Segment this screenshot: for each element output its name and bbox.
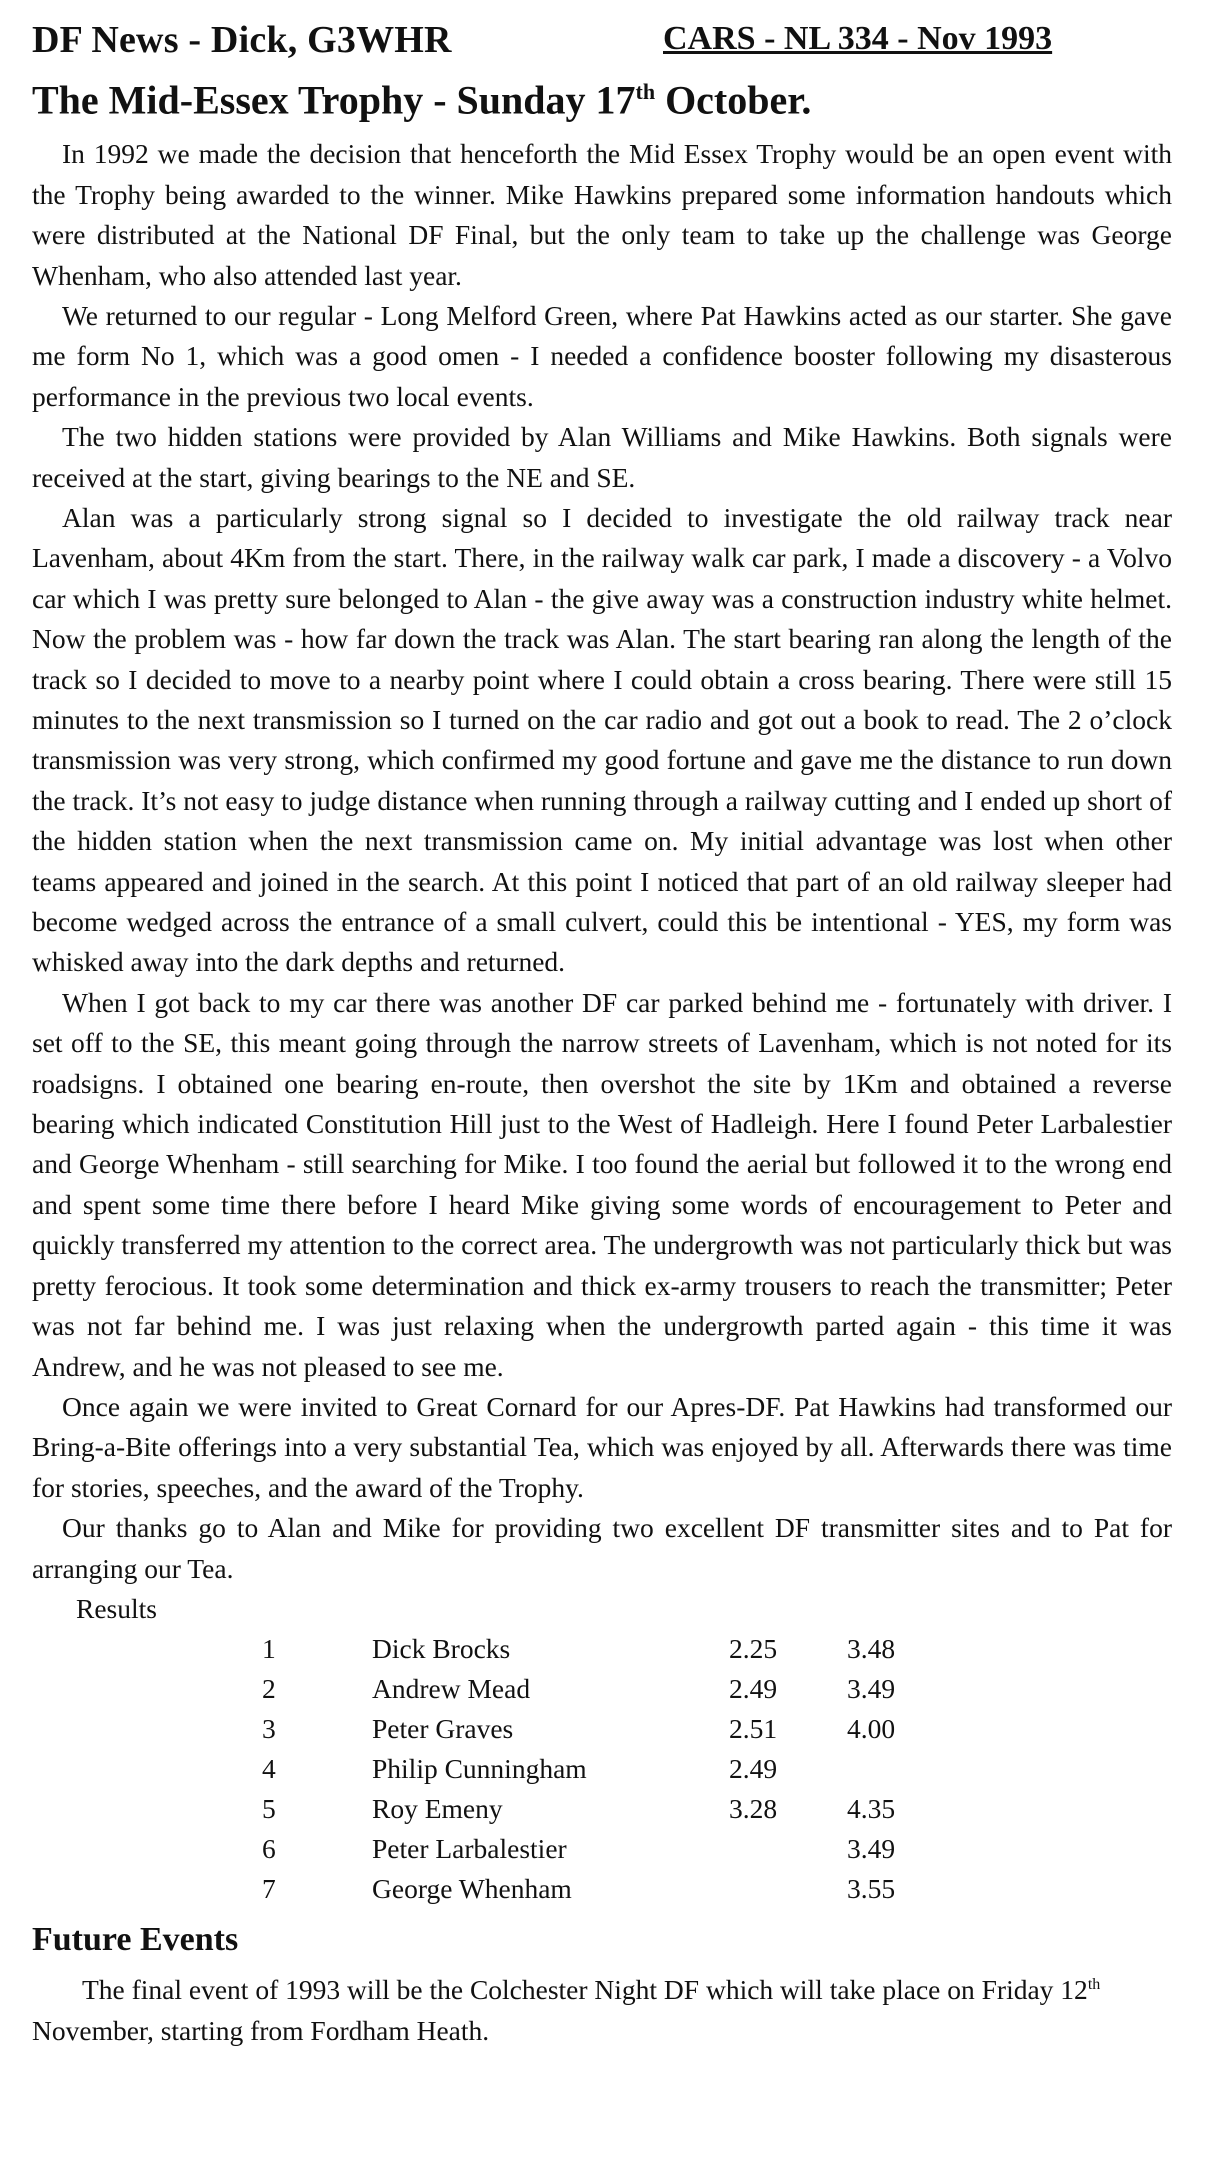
future-events-paragraph — [32, 1965, 1172, 2051]
result-time-second: 3.55 — [847, 1872, 896, 1904]
result-time-first: 2.49 — [729, 1672, 778, 1704]
result-time-second: 3.49 — [847, 1672, 896, 1704]
headline-text: The Mid-Essex Trophy - Sunday 17 — [32, 77, 636, 123]
issue-reference: CARS - NL 334 - Nov 1993 — [663, 20, 1053, 57]
article-paragraph: We returned to our regular - Long Melford Green, where Pat Hawkins acted as our starter. She gave me form No 1, which was a good omen - I needed a confidence booster following my disasterous performance in the previous two local events. — [32, 299, 1172, 412]
result-position: 3 — [262, 1712, 276, 1744]
results-row — [262, 1669, 937, 1709]
headline-ordinal: th — [635, 79, 656, 104]
result-position: 7 — [262, 1872, 276, 1904]
result-name: Roy Emeny — [372, 1792, 503, 1824]
results-table — [262, 1629, 937, 1909]
future-events-heading: Future Events — [32, 1920, 239, 1958]
result-position: 5 — [262, 1792, 276, 1824]
result-time-first — [729, 1829, 847, 1869]
result-time-second: 4.00 — [847, 1712, 896, 1744]
article-headline — [32, 68, 1172, 124]
results-label: Results — [76, 1592, 157, 1624]
result-time-first — [729, 1869, 847, 1909]
future-events-text: The final event of 1993 will be the Colchester Night DF which will take place on Friday 12 — [82, 1974, 1088, 2006]
result-name: Peter Larbalestier — [372, 1832, 567, 1864]
article-body — [32, 134, 1172, 1589]
result-time-second — [847, 1749, 937, 1789]
results-row — [262, 1869, 937, 1909]
result-position: 6 — [262, 1832, 276, 1864]
future-events-ordinal: th — [1087, 1975, 1101, 1993]
masthead — [32, 14, 1172, 68]
future-events-body — [32, 1965, 1172, 2051]
result-name: Dick Brocks — [372, 1632, 511, 1664]
article-paragraph: Once again we were invited to Great Cornard for our Apres-DF. Pat Hawkins had transformed our Bring-a-Bite offerings into a very substantial Tea, which was enjoyed by all. Afterwards there was time for stories, speeches, and the award of the Trophy. — [32, 1390, 1172, 1503]
result-time-first: 2.49 — [729, 1752, 778, 1784]
result-name: Peter Graves — [372, 1712, 514, 1744]
headline-text-end: October. — [655, 77, 812, 123]
results-row — [262, 1829, 937, 1869]
result-time-first: 3.28 — [729, 1792, 778, 1824]
article-paragraph: The two hidden stations were provided by Alan Williams and Mike Hawkins. Both signals were received at the start, giving bearings to the NE and SE. — [32, 421, 1172, 493]
future-events-text-end: November, starting from Fordham Heath. — [32, 2014, 490, 2046]
result-time-first: 2.51 — [729, 1712, 778, 1744]
article-paragraph: Alan was a particularly strong signal so I decided to investigate the old railway track near Lavenham, about 4Km from the start. There, in the railway walk car park, I made a discovery - a Volvo car which I was pretty sure belonged to Alan - the give away was a construction industry white helmet. Now the problem was - how far down the track was Alan. The start bearing ran along the length of the track so I decided to move to a nearby point where I could obtain a cross bearing. There were still 15 minutes to the next transmission so I turned on the car radio and got out a book to read. The 2 o’clock transmission was very strong, which confirmed my good fortune and gave me the distance to run down the track. It’s not easy to judge distance when running through a railway cutting and I ended up short of the hidden station when the next transmission came on. My initial advantage was lost when other teams appeared and joined in the search. At this point I noticed that part of an old railway sleeper had become wedged across the entrance of a small culvert, could this be intentional - YES, my form was whisked away into the dark depths and returned. — [32, 501, 1172, 978]
results-row — [262, 1749, 937, 1789]
result-time-second: 4.35 — [847, 1792, 896, 1824]
article-paragraph: When I got back to my car there was another DF car parked behind me - fortunately with driver. I set off to the SE, this meant going through the narrow streets of Lavenham, which is not noted for its roadsigns. I obtained one bearing en-route, then overshot the site by 1Km and obtained a reverse bearing which indicated Constitution Hill just to the West of Hadleigh. Here I found Peter Larbalestier and George Whenham - still searching for Mike. I too found the aerial but followed it to the wrong end and spent some time there before I heard Mike giving some words of encouragement to Peter and quickly transferred my attention to the correct area. The undergrowth was not particularly thick but was pretty ferocious. It took some determination and thick ex-army trousers to reach the transmitter; Peter was not far behind me. I was just relaxing when the undergrowth parted again - this time it was Andrew, and he was not pleased to see me. — [32, 986, 1172, 1382]
results-row — [262, 1629, 937, 1669]
result-position: 2 — [262, 1672, 276, 1704]
result-time-first: 2.25 — [729, 1632, 778, 1664]
result-name: Andrew Mead — [372, 1672, 531, 1704]
result-position: 1 — [262, 1632, 276, 1664]
result-name: Philip Cunningham — [372, 1752, 587, 1784]
result-name: George Whenham — [372, 1872, 572, 1904]
results-row — [262, 1789, 937, 1829]
column-title: DF News - Dick, G3WHR — [32, 19, 452, 61]
result-time-second: 3.49 — [847, 1832, 896, 1864]
results-row — [262, 1709, 937, 1749]
result-position: 4 — [262, 1752, 276, 1784]
article-paragraph: In 1992 we made the decision that henceforth the Mid Essex Trophy would be an open event with the Trophy being awarded to the winner. Mike Hawkins prepared some information handouts which were distributed at the National DF Final, but the only team to take up the challenge was George Whenham, who also attended last year. — [32, 138, 1172, 291]
article-paragraph: Our thanks go to Alan and Mike for providing two excellent DF transmitter sites and to Pat for arranging our Tea. — [32, 1512, 1172, 1584]
result-time-second: 3.48 — [847, 1632, 896, 1664]
